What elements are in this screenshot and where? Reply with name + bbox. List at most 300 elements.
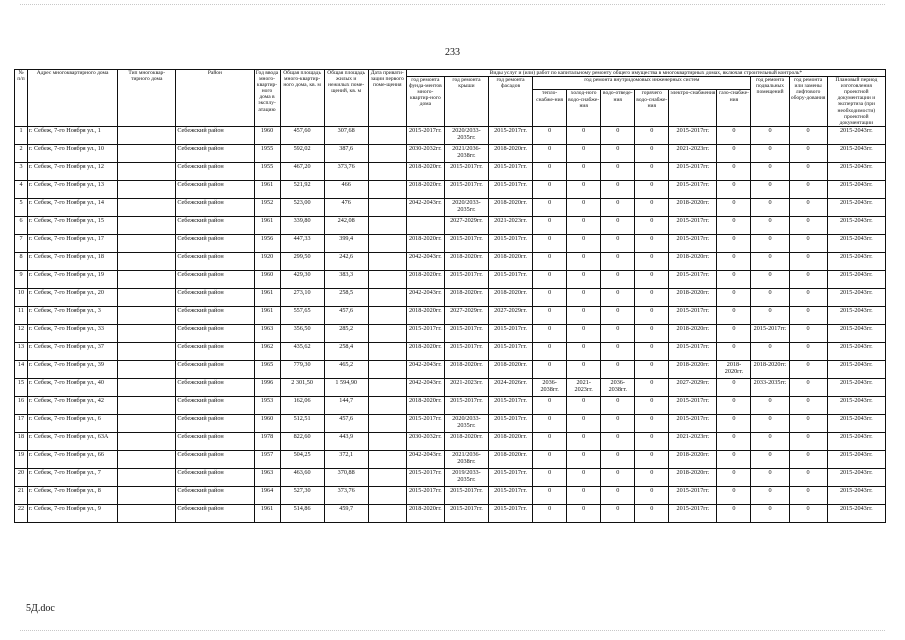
cell-gas: 2018-2020гг. [717, 360, 751, 378]
cell-planned: 2015-2043гг. [827, 234, 885, 252]
header-planned-period: Плановый период изготовления проектной документации и экспертиза (при необходимости) проектной документации [827, 77, 885, 127]
table-row [15, 396, 886, 414]
table-row [15, 450, 886, 468]
cell-roof: 2020/2033-2035гг. [444, 126, 488, 144]
header-num: № п/п [15, 70, 28, 127]
cell-basement: 0 [751, 414, 789, 432]
cell-address: г. Себеж, 7-го Ноября ул., 20 [28, 288, 118, 306]
cell-heat: 0 [533, 468, 567, 486]
cell-cold-water: 0 [567, 252, 601, 270]
cell-lift: 0 [789, 126, 827, 144]
cell-living-area: 476 [324, 198, 368, 216]
cell-planned: 2015-2043гг. [827, 450, 885, 468]
cell-gas: 0 [717, 216, 751, 234]
cell-heat: 0 [533, 486, 567, 504]
cell-roof: 2027-2029гг. [444, 306, 488, 324]
cell-facade: 2015-2017гг. [488, 468, 532, 486]
cell-facade: 2018-2020гг. [488, 360, 532, 378]
cell-sewerage: 0 [601, 414, 635, 432]
header-district: Район [176, 70, 254, 127]
cell-foundation [406, 216, 444, 234]
cell-address: г. Себеж, 7-го Ноября ул., 15 [28, 216, 118, 234]
header-facade: год ремонта фасадов [488, 77, 532, 127]
cell-year: 1965 [254, 360, 280, 378]
cell-type [118, 198, 176, 216]
cell-hot-water: 0 [635, 216, 669, 234]
cell-num: 21 [15, 486, 28, 504]
cell-roof: 2015-2017гг. [444, 324, 488, 342]
cell-sewerage: 0 [601, 252, 635, 270]
cell-basement: 0 [751, 234, 789, 252]
cell-planned: 2015-2043гг. [827, 486, 885, 504]
table-row [15, 378, 886, 396]
table-row [15, 360, 886, 378]
cell-num: 9 [15, 270, 28, 288]
cell-type [118, 126, 176, 144]
cell-facade: 2018-2020гг. [488, 252, 532, 270]
cell-cold-water: 0 [567, 288, 601, 306]
cell-heat: 0 [533, 342, 567, 360]
cell-num: 16 [15, 396, 28, 414]
cell-sewerage: 0 [601, 126, 635, 144]
cell-num: 18 [15, 432, 28, 450]
cell-total-area: 514,86 [280, 504, 324, 522]
cell-num: 5 [15, 198, 28, 216]
cell-total-area: 339,80 [280, 216, 324, 234]
cell-facade: 2015-2017гг. [488, 486, 532, 504]
cell-district: Себежский район [176, 288, 254, 306]
cell-lift: 0 [789, 270, 827, 288]
cell-living-area: 373,76 [324, 486, 368, 504]
cell-planned: 2015-2043гг. [827, 144, 885, 162]
cell-heat: 2036-2038гг. [533, 378, 567, 396]
header-year: Год ввода много-квартир-ного дома в эксплу-атацию [254, 70, 280, 127]
cell-heat: 0 [533, 360, 567, 378]
header-gas-supply: газо-снабже-ния [717, 90, 751, 126]
cell-basement: 0 [751, 144, 789, 162]
cell-hot-water: 0 [635, 252, 669, 270]
cell-address: г. Себеж, 7-го Ноября ул., 1 [28, 126, 118, 144]
cell-num: 10 [15, 288, 28, 306]
cell-type [118, 468, 176, 486]
cell-foundation: 2018-2020гг. [406, 306, 444, 324]
cell-gas: 0 [717, 252, 751, 270]
table-row [15, 486, 886, 504]
cell-hot-water: 0 [635, 360, 669, 378]
cell-privatization [368, 126, 406, 144]
cell-hot-water: 0 [635, 342, 669, 360]
cell-gas: 0 [717, 270, 751, 288]
table-row [15, 252, 886, 270]
cell-year: 1956 [254, 234, 280, 252]
cell-electricity: 2015-2017гг. [669, 234, 717, 252]
cell-privatization [368, 180, 406, 198]
cell-roof: 2015-2017гг. [444, 486, 488, 504]
cell-address: г. Себеж, 7-го Ноября ул., 39 [28, 360, 118, 378]
cell-basement: 0 [751, 252, 789, 270]
cell-district: Себежский район [176, 144, 254, 162]
cell-type [118, 252, 176, 270]
cell-district: Себежский район [176, 126, 254, 144]
cell-gas: 0 [717, 414, 751, 432]
cell-privatization [368, 396, 406, 414]
table-row [15, 342, 886, 360]
cell-heat: 0 [533, 414, 567, 432]
header-electricity: электро-снабжения [669, 90, 717, 126]
cell-electricity: 2018-2020гг. [669, 360, 717, 378]
table-row [15, 504, 886, 522]
cell-year: 1920 [254, 252, 280, 270]
cell-year: 1961 [254, 288, 280, 306]
cell-foundation: 2015-2017гг. [406, 486, 444, 504]
cell-district: Себежский район [176, 306, 254, 324]
cell-privatization [368, 468, 406, 486]
cell-lift: 0 [789, 306, 827, 324]
cell-type [118, 504, 176, 522]
cell-foundation: 2042-2043гг. [406, 360, 444, 378]
cell-type [118, 378, 176, 396]
cell-gas: 0 [717, 126, 751, 144]
cell-electricity: 2018-2020гг. [669, 324, 717, 342]
cell-foundation: 2042-2043гг. [406, 252, 444, 270]
cell-privatization [368, 324, 406, 342]
cell-lift: 0 [789, 432, 827, 450]
cell-heat: 0 [533, 144, 567, 162]
cell-roof: 2018-2020гг. [444, 432, 488, 450]
cell-gas: 0 [717, 504, 751, 522]
table-body [15, 126, 886, 522]
cell-privatization [368, 486, 406, 504]
page-edge-bottom [20, 630, 885, 631]
cell-privatization [368, 234, 406, 252]
cell-planned: 2015-2043гг. [827, 216, 885, 234]
cell-roof: 2015-2017гг. [444, 234, 488, 252]
cell-type [118, 180, 176, 198]
document-filename: 5Д.doc [26, 603, 55, 614]
cell-basement: 0 [751, 162, 789, 180]
cell-planned: 2015-2043гг. [827, 126, 885, 144]
cell-basement: 0 [751, 126, 789, 144]
cell-foundation: 2018-2020гг. [406, 234, 444, 252]
cell-planned: 2015-2043гг. [827, 324, 885, 342]
header-cold-water: холод-ного водо-снабже-ния [567, 90, 601, 126]
cell-sewerage: 0 [601, 180, 635, 198]
cell-roof: 2020/2033-2035гг. [444, 414, 488, 432]
cell-total-area: 162,06 [280, 396, 324, 414]
cell-roof: 2015-2017гг. [444, 270, 488, 288]
cell-hot-water: 0 [635, 288, 669, 306]
cell-hot-water: 0 [635, 198, 669, 216]
cell-year: 1961 [254, 216, 280, 234]
cell-lift: 0 [789, 450, 827, 468]
cell-lift: 0 [789, 180, 827, 198]
cell-basement: 0 [751, 432, 789, 450]
cell-total-area: 521,92 [280, 180, 324, 198]
cell-basement: 0 [751, 270, 789, 288]
header-roof: год ремонта крыши [444, 77, 488, 127]
cell-cold-water: 0 [567, 342, 601, 360]
cell-electricity: 2015-2017гг. [669, 306, 717, 324]
cell-total-area: 557,65 [280, 306, 324, 324]
cell-privatization [368, 450, 406, 468]
cell-sewerage: 0 [601, 504, 635, 522]
cell-cold-water: 0 [567, 144, 601, 162]
cell-roof: 2015-2017гг. [444, 180, 488, 198]
header-address: Адрес многоквартирного дома [28, 70, 118, 127]
header-hot-water: горячего водо-снабже-ния [635, 90, 669, 126]
cell-electricity: 2015-2017гг. [669, 216, 717, 234]
header-sewerage: водо-отведе-ния [601, 90, 635, 126]
cell-living-area: 399,4 [324, 234, 368, 252]
cell-sewerage: 2036-2038гг. [601, 378, 635, 396]
cell-lift: 0 [789, 396, 827, 414]
cell-address: г. Себеж, 7-го Ноября ул., 17 [28, 234, 118, 252]
cell-year: 1955 [254, 144, 280, 162]
cell-hot-water: 0 [635, 324, 669, 342]
cell-heat: 0 [533, 234, 567, 252]
cell-cold-water: 0 [567, 504, 601, 522]
cell-year: 1978 [254, 432, 280, 450]
cell-address: г. Себеж, 7-го Ноября ул., 13 [28, 180, 118, 198]
cell-planned: 2015-2043гг. [827, 378, 885, 396]
cell-foundation: 2030-2032гг. [406, 144, 444, 162]
cell-planned: 2015-2043гг. [827, 360, 885, 378]
header-lift: год ремонта или замены лифтового обору-дования [789, 77, 827, 127]
cell-roof: 2015-2017гг. [444, 504, 488, 522]
cell-year: 1996 [254, 378, 280, 396]
cell-living-area: 372,1 [324, 450, 368, 468]
cell-district: Себежский район [176, 432, 254, 450]
cell-sewerage: 0 [601, 216, 635, 234]
cell-cold-water: 0 [567, 180, 601, 198]
cell-facade: 2015-2017гг. [488, 162, 532, 180]
cell-district: Себежский район [176, 396, 254, 414]
cell-heat: 0 [533, 216, 567, 234]
cell-type [118, 342, 176, 360]
cell-facade: 2015-2017гг. [488, 234, 532, 252]
cell-address: г. Себеж, 7-го Ноября ул., 66 [28, 450, 118, 468]
cell-roof: 2018-2020гг. [444, 360, 488, 378]
cell-num: 11 [15, 306, 28, 324]
cell-basement: 0 [751, 450, 789, 468]
cell-roof: 2015-2017гг. [444, 396, 488, 414]
cell-facade: 2018-2020гг. [488, 288, 532, 306]
cell-planned: 2015-2043гг. [827, 504, 885, 522]
table-row [15, 198, 886, 216]
cell-basement: 0 [751, 468, 789, 486]
cell-planned: 2015-2043гг. [827, 270, 885, 288]
cell-address: г. Себеж, 7-го Ноября ул., 6 [28, 414, 118, 432]
cell-hot-water: 0 [635, 144, 669, 162]
cell-foundation: 2042-2043гг. [406, 198, 444, 216]
cell-electricity: 2018-2020гг. [669, 288, 717, 306]
cell-num: 7 [15, 234, 28, 252]
cell-num: 8 [15, 252, 28, 270]
cell-type [118, 486, 176, 504]
cell-privatization [368, 342, 406, 360]
cell-address: г. Себеж, 7-го Ноября ул., 37 [28, 342, 118, 360]
cell-num: 15 [15, 378, 28, 396]
cell-foundation: 2015-2017гг. [406, 324, 444, 342]
header-living-area: Общая площадь жилых и нежилых поме-щений, кв. м [324, 70, 368, 127]
header-type: Тип многоквар-тирного дома [118, 70, 176, 127]
cell-planned: 2015-2043гг. [827, 162, 885, 180]
cell-district: Себежский район [176, 324, 254, 342]
cell-foundation: 2015-2017гг. [406, 414, 444, 432]
cell-planned: 2015-2043гг. [827, 198, 885, 216]
cell-gas: 0 [717, 198, 751, 216]
table-row [15, 126, 886, 144]
cell-total-area: 435,62 [280, 342, 324, 360]
header-services-group: Виды услуг и (или) работ по капитальному ремонту общего имущества в многоквартирных домах, включая строительный контроль* [406, 70, 885, 77]
table-row [15, 324, 886, 342]
table-row [15, 216, 886, 234]
cell-total-area: 273,10 [280, 288, 324, 306]
cell-address: г. Себеж, 7-го Ноября ул., 42 [28, 396, 118, 414]
cell-year: 1953 [254, 396, 280, 414]
cell-living-area: 465,2 [324, 360, 368, 378]
cell-num: 4 [15, 180, 28, 198]
cell-basement: 0 [751, 396, 789, 414]
cell-num: 22 [15, 504, 28, 522]
cell-basement: 0 [751, 342, 789, 360]
cell-facade: 2018-2020гг. [488, 432, 532, 450]
cell-gas: 0 [717, 162, 751, 180]
cell-roof: 2021/2036-2038гг. [444, 144, 488, 162]
cell-living-area: 443,9 [324, 432, 368, 450]
cell-sewerage: 0 [601, 234, 635, 252]
cell-year: 1952 [254, 198, 280, 216]
cell-foundation: 2042-2043гг. [406, 450, 444, 468]
cell-type [118, 432, 176, 450]
cell-heat: 0 [533, 288, 567, 306]
table-row [15, 288, 886, 306]
cell-heat: 0 [533, 432, 567, 450]
cell-electricity: 2021-2023гг. [669, 144, 717, 162]
cell-electricity: 2015-2017гг. [669, 126, 717, 144]
cell-hot-water: 0 [635, 450, 669, 468]
cell-hot-water: 0 [635, 306, 669, 324]
cell-heat: 0 [533, 198, 567, 216]
cell-privatization [368, 378, 406, 396]
cell-district: Себежский район [176, 216, 254, 234]
page-edge-top [20, 4, 885, 5]
cell-year: 1961 [254, 180, 280, 198]
header-foundation: год ремонта фунда-ментов много-квартир-ного дома [406, 77, 444, 127]
cell-cold-water: 0 [567, 306, 601, 324]
cell-living-area: 285,2 [324, 324, 368, 342]
cell-hot-water: 0 [635, 414, 669, 432]
cell-type [118, 288, 176, 306]
cell-heat: 0 [533, 180, 567, 198]
cell-cold-water: 0 [567, 216, 601, 234]
cell-facade: 2027-2029гг. [488, 306, 532, 324]
table-row [15, 468, 886, 486]
cell-living-area: 457,6 [324, 414, 368, 432]
cell-total-area: 463,60 [280, 468, 324, 486]
cell-living-area: 373,76 [324, 162, 368, 180]
cell-basement: 2015-2017гг. [751, 324, 789, 342]
cell-basement: 0 [751, 198, 789, 216]
cell-planned: 2015-2043гг. [827, 288, 885, 306]
cell-address: г. Себеж, 7-го Ноября ул., 9 [28, 504, 118, 522]
cell-sewerage: 0 [601, 162, 635, 180]
cell-type [118, 270, 176, 288]
cell-hot-water: 0 [635, 486, 669, 504]
cell-roof: 2015-2017гг. [444, 162, 488, 180]
cell-privatization [368, 414, 406, 432]
cell-lift: 0 [789, 414, 827, 432]
cell-living-area: 370,88 [324, 468, 368, 486]
cell-basement: 0 [751, 504, 789, 522]
cell-roof: 2015-2017гг. [444, 342, 488, 360]
cell-address: г. Себеж, 7-го Ноября ул., 40 [28, 378, 118, 396]
cell-facade: 2015-2017гг. [488, 324, 532, 342]
cell-lift: 0 [789, 468, 827, 486]
cell-district: Себежский район [176, 198, 254, 216]
cell-sewerage: 0 [601, 288, 635, 306]
cell-district: Себежский район [176, 270, 254, 288]
cell-privatization [368, 144, 406, 162]
cell-gas: 0 [717, 342, 751, 360]
cell-year: 1964 [254, 486, 280, 504]
cell-total-area: 356,50 [280, 324, 324, 342]
cell-year: 1961 [254, 504, 280, 522]
cell-electricity: 2018-2020гг. [669, 252, 717, 270]
cell-foundation: 2015-2017гг. [406, 126, 444, 144]
table-row [15, 432, 886, 450]
cell-address: г. Себеж, 7-го Ноября ул., 14 [28, 198, 118, 216]
cell-gas: 0 [717, 396, 751, 414]
cell-type [118, 216, 176, 234]
cell-num: 20 [15, 468, 28, 486]
cell-gas: 0 [717, 486, 751, 504]
cell-total-area: 2 301,50 [280, 378, 324, 396]
cell-num: 17 [15, 414, 28, 432]
cell-planned: 2015-2043гг. [827, 414, 885, 432]
cell-address: г. Себеж, 7-го Ноября ул., 63А [28, 432, 118, 450]
cell-lift: 0 [789, 216, 827, 234]
cell-privatization [368, 252, 406, 270]
cell-roof: 2019/2033-2035гг. [444, 468, 488, 486]
cell-gas: 0 [717, 324, 751, 342]
cell-sewerage: 0 [601, 198, 635, 216]
cell-electricity: 2015-2017гг. [669, 486, 717, 504]
cell-planned: 2015-2043гг. [827, 396, 885, 414]
cell-district: Себежский район [176, 252, 254, 270]
cell-address: г. Себеж, 7-го Ноября ул., 18 [28, 252, 118, 270]
cell-privatization [368, 504, 406, 522]
cell-total-area: 527,30 [280, 486, 324, 504]
cell-roof: 2020/2033-2035гг. [444, 198, 488, 216]
cell-privatization [368, 360, 406, 378]
cell-electricity: 2018-2020гг. [669, 198, 717, 216]
cell-cold-water: 0 [567, 198, 601, 216]
cell-living-area: 387,6 [324, 144, 368, 162]
cell-district: Себежский район [176, 342, 254, 360]
cell-planned: 2015-2043гг. [827, 252, 885, 270]
table-row [15, 234, 886, 252]
cell-heat: 0 [533, 306, 567, 324]
cell-hot-water: 0 [635, 234, 669, 252]
cell-hot-water: 0 [635, 180, 669, 198]
cell-living-area: 307,68 [324, 126, 368, 144]
cell-district: Себежский район [176, 468, 254, 486]
cell-basement: 0 [751, 486, 789, 504]
cell-privatization [368, 198, 406, 216]
cell-foundation: 2018-2020гг. [406, 270, 444, 288]
cell-heat: 0 [533, 450, 567, 468]
